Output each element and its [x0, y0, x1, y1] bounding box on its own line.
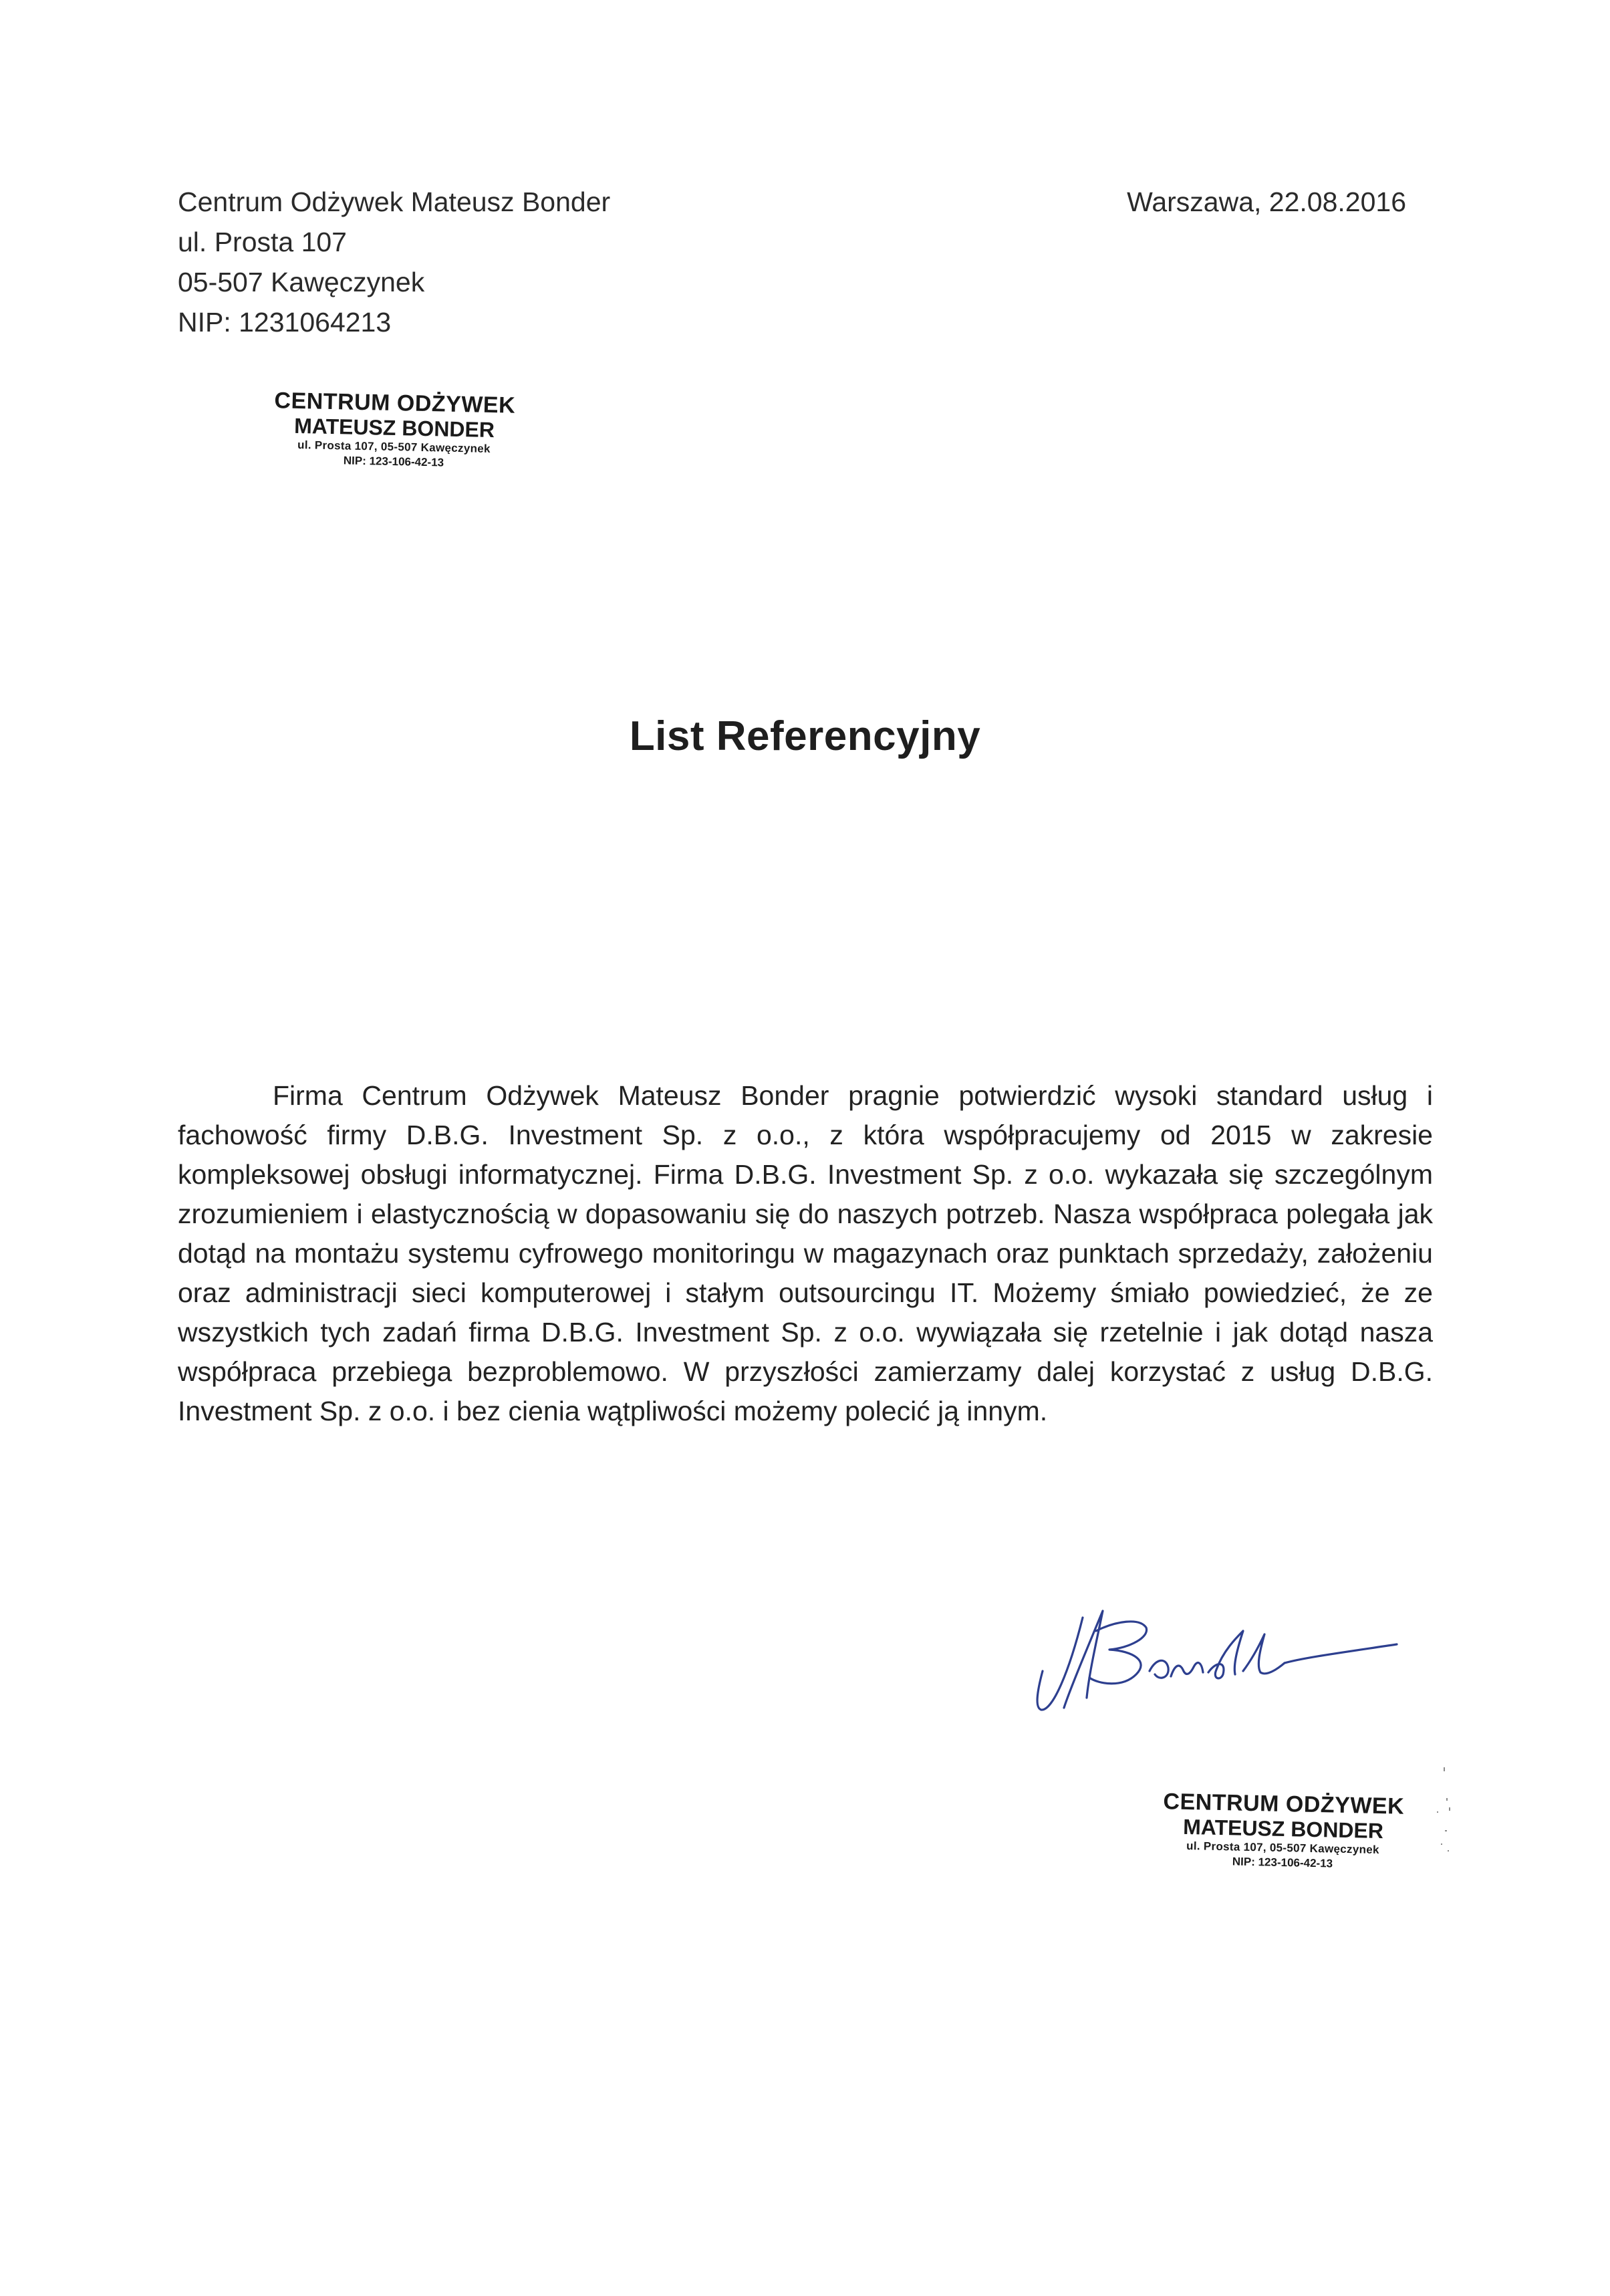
stamp-line-nip: NIP: 123-106-42-13	[1232, 1855, 1333, 1870]
sender-company-name: Centrum Odżywek Mateusz Bonder	[178, 186, 611, 217]
stamp-line-address: ul. Prosta 107, 05-507 Kawęczynek	[1186, 1839, 1379, 1857]
letter-body	[178, 1076, 1433, 1431]
stamp-line-address: ul. Prosta 107, 05-507 Kawęczynek	[297, 438, 491, 456]
letter-body-text: Firma Centrum Odżywek Mateusz Bonder pragnie potwierdzić wysoki standard usług i fachowość firmy D.B.G. Investment Sp. z o.o., z która współpracujemy od 2015 w zakresie kompleksowej obsługi informatycznej. Firma D.B.G. Investment Sp. z o.o. wykazała się szczególnym zrozumieniem i elastycznością w dopasowaniu się do naszych potrzeb. Nasza współpraca polegała jak dotąd na montażu systemu cyfrowego monitoringu w magazynach oraz punktach sprzedaży, założeniu oraz administracji sieci komputerowej i stałym outsourcingu IT. Możemy śmiało powiedzieć, że ze wszystkich tych zadań firma D.B.G. Investment Sp. z o.o. wywiązała się rzetelnie i jak dotąd nasza współpraca przebiega bezproblemowo. W przyszłości zamierzamy dalej korzystać z usług D.B.G. Investment Sp. z o.o. i bez cienia wątpliwości możemy polecić ją innym.	[178, 1080, 1433, 1426]
stamp-line-nip: NIP: 123-106-42-13	[343, 454, 444, 469]
sender-postal-city: 05-507 Kawęczynek	[178, 267, 425, 297]
sender-address-block	[178, 182, 846, 342]
stamp-line-company: CENTRUM ODŻYWEK	[274, 388, 516, 418]
letter-title: List Referencyjny	[629, 713, 981, 759]
company-stamp-top	[260, 388, 529, 472]
handwritten-signature	[1023, 1591, 1424, 1725]
sender-nip: NIP: 1231064213	[178, 307, 392, 338]
place-and-date: Warszawa, 22.08.2016	[1127, 186, 1406, 217]
stamp-line-owner: MATEUSZ BONDER	[293, 413, 495, 442]
scan-speckles	[1417, 1765, 1457, 1872]
company-stamp-bottom	[1142, 1789, 1424, 1874]
sender-street: ul. Prosta 107	[178, 227, 347, 257]
stamp-line-company: CENTRUM ODŻYWEK	[1163, 1789, 1405, 1819]
stamp-line-owner: MATEUSZ BONDER	[1182, 1814, 1384, 1843]
